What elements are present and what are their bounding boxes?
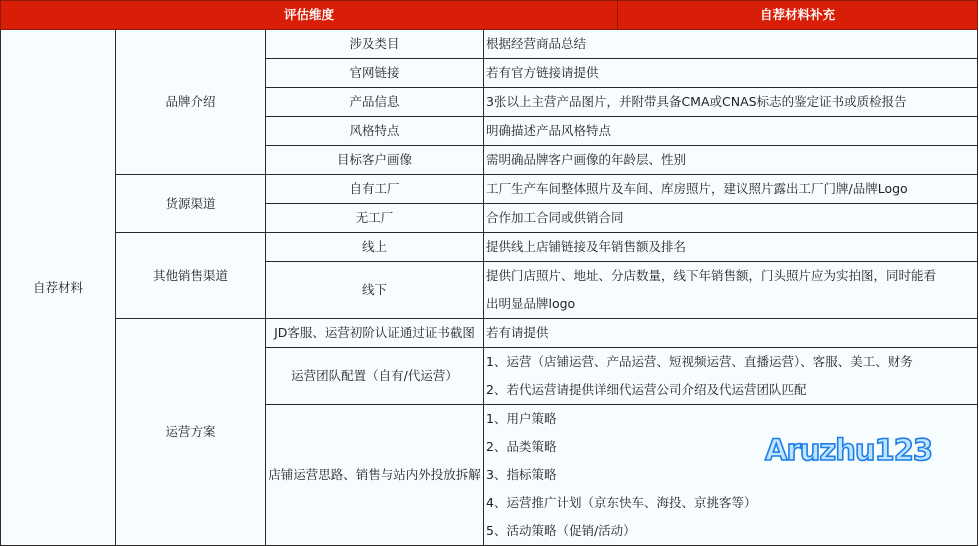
item-label-cell: 涉及类目 bbox=[266, 30, 484, 59]
desc-line: 提供线上店铺链接及年销售额及排名 bbox=[486, 239, 687, 254]
desc-line: 提供门店照片、地址、分店数量，线下年销售额，门头照片应为实拍图，同时能看 bbox=[486, 268, 937, 283]
group-name-cell: 运营方案 bbox=[116, 319, 266, 546]
item-label-cell: 目标客户画像 bbox=[266, 146, 484, 175]
item-desc-cell bbox=[484, 175, 978, 204]
desc-line: 若有官方链接请提供 bbox=[486, 65, 599, 80]
desc-line: 工厂生产车间整体照片及车间、库房照片，建议照片露出工厂门牌/品牌Logo bbox=[486, 181, 908, 196]
desc-line: 明确描述产品风格特点 bbox=[486, 123, 612, 138]
group-name-cell: 其他销售渠道 bbox=[116, 233, 266, 319]
header-supplement: 自荐材料补充 bbox=[618, 1, 978, 30]
desc-line: 1、用户策略 bbox=[486, 411, 557, 426]
desc-line: 合作加工合同或供销合同 bbox=[486, 210, 624, 225]
group-name-cell: 品牌介绍 bbox=[116, 30, 266, 175]
item-label-cell: JD客服、运营初阶认证通过证书截图 bbox=[266, 319, 484, 348]
desc-line: 出明显品牌logo bbox=[486, 296, 576, 311]
item-desc-cell bbox=[484, 204, 978, 233]
table-header-row bbox=[1, 1, 978, 30]
desc-line: 若有请提供 bbox=[486, 325, 549, 340]
item-label-cell: 自有工厂 bbox=[266, 175, 484, 204]
watermark-logo: Aruzhu123 bbox=[765, 433, 933, 467]
table-row bbox=[1, 175, 978, 204]
item-desc-cell bbox=[484, 146, 978, 175]
item-label-cell: 线下 bbox=[266, 262, 484, 319]
desc-line: 5、活动策略（促销/活动） bbox=[486, 523, 636, 538]
item-desc-cell bbox=[484, 88, 978, 117]
item-desc-cell bbox=[484, 319, 978, 348]
item-label-cell: 运营团队配置（自有/代运营） bbox=[266, 348, 484, 405]
item-desc-cell bbox=[484, 348, 978, 405]
item-label-cell: 风格特点 bbox=[266, 117, 484, 146]
header-dimension: 评估维度 bbox=[1, 1, 618, 30]
desc-line: 1、运营（店铺运营、产品运营、短视频运营、直播运营）、客服、美工、财务 bbox=[486, 354, 913, 369]
item-desc-cell bbox=[484, 233, 978, 262]
desc-line: 2、品类策略 bbox=[486, 439, 557, 454]
desc-line: 根据经营商品总结 bbox=[486, 36, 587, 51]
desc-line: 3、指标策略 bbox=[486, 467, 557, 482]
item-label-cell: 官网链接 bbox=[266, 59, 484, 88]
item-label-cell: 无工厂 bbox=[266, 204, 484, 233]
desc-line: 3张以上主营产品图片，并附带具备CMA或CNAS标志的鉴定证书或质检报告 bbox=[486, 94, 907, 109]
item-desc-cell bbox=[484, 30, 978, 59]
table-row bbox=[1, 30, 978, 59]
item-label-cell: 线上 bbox=[266, 233, 484, 262]
item-label-cell: 店铺运营思路、销售与站内外投放拆解 bbox=[266, 405, 484, 546]
item-desc-cell bbox=[484, 262, 978, 319]
category-cell: 自荐材料 bbox=[1, 30, 116, 546]
item-desc-cell bbox=[484, 59, 978, 88]
table-row bbox=[1, 233, 978, 262]
desc-line: 4、运营推广计划（京东快车、海投、京挑客等） bbox=[486, 495, 757, 510]
item-desc-cell bbox=[484, 405, 978, 546]
desc-line: 2、若代运营请提供详细代运营公司介绍及代运营团队匹配 bbox=[486, 382, 807, 397]
desc-line: 需明确品牌客户画像的年龄层、性别 bbox=[486, 152, 687, 167]
item-label-cell: 产品信息 bbox=[266, 88, 484, 117]
group-name-cell: 货源渠道 bbox=[116, 175, 266, 233]
table-row bbox=[1, 319, 978, 348]
item-desc-cell bbox=[484, 117, 978, 146]
